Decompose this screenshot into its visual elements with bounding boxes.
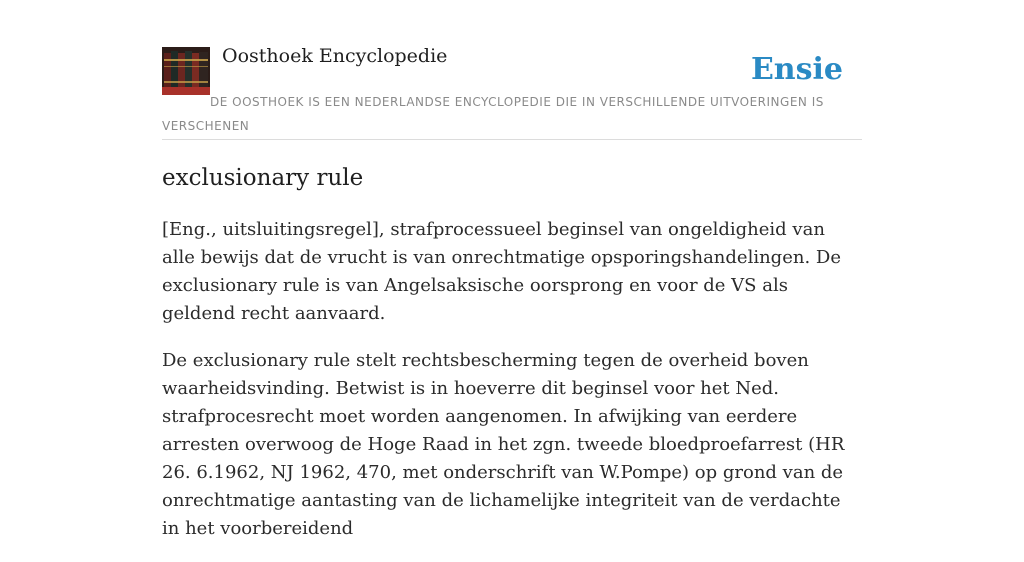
article-paragraph: [Eng., uitsluitingsregel], strafprocessueel beginsel van ongeldigheid van alle bewijs dat de vrucht is van onrechtmatige opsporingshandelingen. De exclusionary rule is van Angelsaksische oorsprong en voor de VS als geldend recht aanvaard. bbox=[162, 219, 841, 324]
site-header bbox=[162, 0, 862, 140]
article-paragraph: De exclusionary rule stelt rechtsbescherming tegen de overheid boven waarheidsvinding. Betwist is in hoeverre dit beginsel voor het Ned. strafprocesrecht moet worden aangenomen. In afwijking van eerdere arresten overwoog de Hoge Raad in het zgn. tweede bloedproefarrest (HR 26. 6.1962, NJ 1962, 470, met onderschrift van W.Pompe) op grond van de onrechtmatige aantasting van de lichamelijke integriteit van de verdachte in het voorbereidend bbox=[162, 350, 845, 539]
brand-logo-link[interactable]: Ensie bbox=[750, 52, 843, 87]
site-title[interactable]: Oosthoek Encyclopedie bbox=[222, 45, 448, 67]
page-container bbox=[162, 0, 862, 539]
site-tagline: DE OOSTHOEK IS EEN NEDERLANDSE ENCYCLOPEDIE DIE IN VERSCHILLENDE UITVOERINGEN IS VERSCHENEN bbox=[162, 95, 824, 133]
article-body bbox=[162, 216, 862, 562]
encyclopedia-books-icon[interactable] bbox=[162, 47, 210, 95]
page-title: exclusionary rule bbox=[162, 165, 364, 191]
